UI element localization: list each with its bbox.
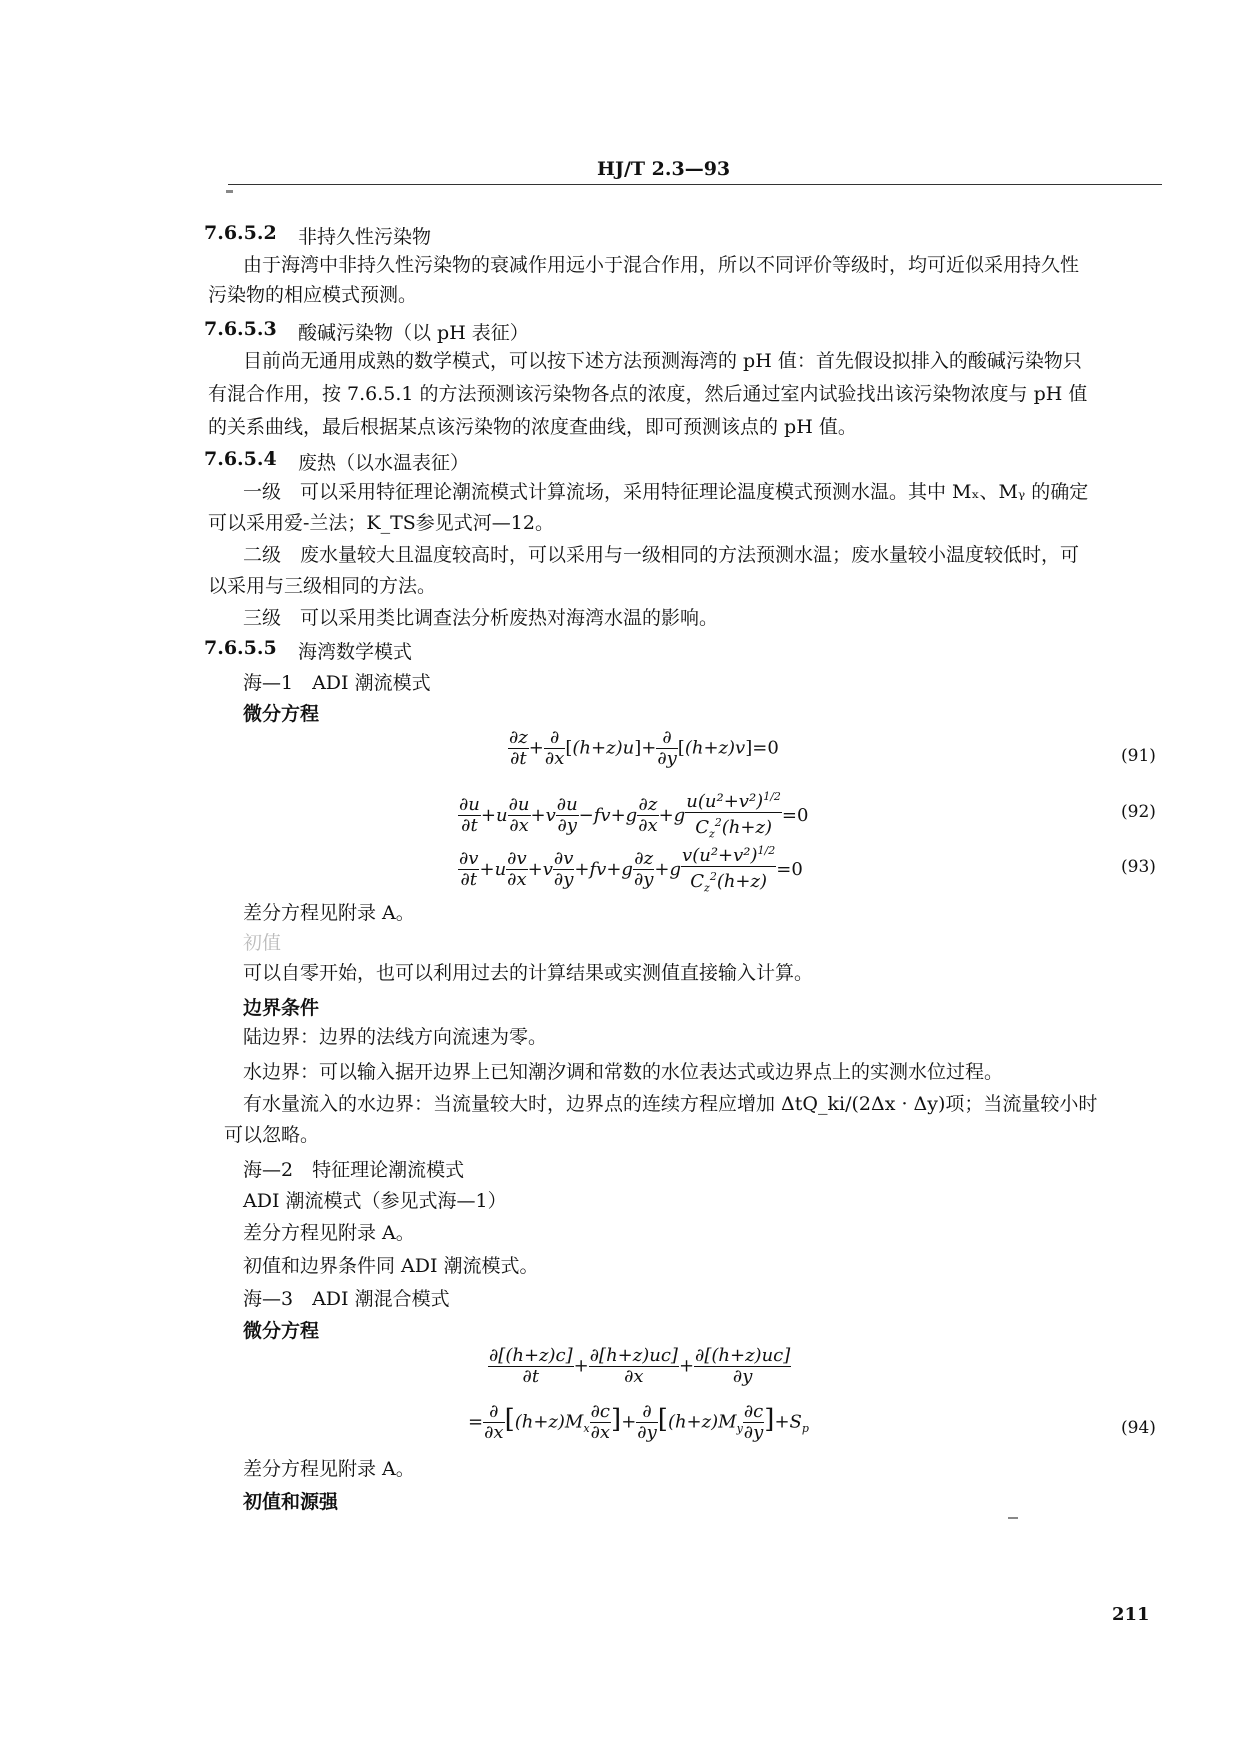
equation-93: $\frac{\partial v}{\partial t}$ +u $\frac{\partial v}{\partial x}$ +v $\frac{\partial v}{\partial y}$ +fv+g $\frac{\partial z}{\partial y}$ +g $\frac{v(u^2+v^2)^{1/2}}{C_z^2(h+z)}$ =0 [458, 841, 803, 899]
model-2-line3: 初值和边界条件同 ADI 潮流模式。 [243, 1255, 539, 1277]
paragraph-7652-line2: 污染物的相应模式预测。 [208, 284, 418, 306]
equation-94-line2: = $\frac{\partial}{\partial x}$ [$(h+z)M_x$ $\frac{\partial c}{\partial x}$ ]+ $\frac{\partial}{\partial y}$ [$(h+z)M_y$ $\frac{\partial c}{\partial y}$ ]$+S_p$ [468, 1401, 809, 1443]
section-title-7653: 酸碱污染物（以 pH 表征） [298, 322, 529, 344]
equation-number-92: (92) [1121, 802, 1156, 822]
model-1-water-boundary: 水边界：可以输入据开边界上已知潮汐调和常数的水位表达式或边界点上的实测水位过程。 [243, 1061, 1004, 1083]
model-2-line1: ADI 潮流模式（参见式海—1） [243, 1190, 507, 1212]
section-number-7652: 7.6.5.2 [204, 222, 277, 244]
section-number-7653: 7.6.5.3 [204, 318, 277, 340]
model-1-boundary-heading: 边界条件 [243, 997, 320, 1019]
paragraph-7652-line1: 由于海湾中非持久性污染物的衰减作用远小于混合作用，所以不同评价等级时，均可近似采用持久性 [243, 254, 1080, 276]
equation-94-line1: $\frac{\partial[(h+z)c]}{\partial t}$ + $\frac{\partial[h+z)uc]}{\partial x}$ + $\frac{\partial[(h+z)uc]}{\partial y}$ [489, 1345, 791, 1387]
model-3-initial-source: 初值和源强 [243, 1491, 339, 1513]
section-title-7655: 海湾数学模式 [298, 641, 413, 663]
model-3-subtitle: 微分方程 [243, 1320, 320, 1342]
section-title-7652: 非持久性污染物 [298, 226, 432, 248]
model-3-difference-note: 差分方程见附录 A。 [243, 1458, 415, 1480]
paragraph-7654-line2: 可以采用爱-兰法；K_TS参见式河—12。 [208, 512, 554, 534]
paragraph-7653-line3: 的关系曲线，最后根据某点该污染物的浓度查曲线，即可预测该点的 pH 值。 [208, 416, 857, 438]
paragraph-7654-line4: 以采用与三级相同的方法。 [208, 575, 437, 597]
equation-91: $\frac{\partial z}{\partial t}$ + $\frac{\partial}{\partial x}$ [(h+z)u]+ $\frac{\partial}{\partial y}$ [(h+z)v]=0 [509, 727, 779, 769]
paragraph-7654-line1: 一级 可以采用特征理论潮流模式计算流场，采用特征理论温度模式预测水温。其中 Mₓ、Mᵧ 的确定 [243, 481, 1089, 503]
section-number-7655: 7.6.5.5 [204, 637, 277, 659]
page-number: 211 [1112, 1604, 1150, 1625]
model-3-title: 海—3 ADI 潮混合模式 [243, 1288, 450, 1310]
section-title-7654: 废热（以水温表征） [298, 452, 470, 474]
model-2-line2: 差分方程见附录 A。 [243, 1222, 415, 1244]
model-1-difference-note: 差分方程见附录 A。 [243, 902, 415, 924]
paragraph-7653-line2: 有混合作用，按 7.6.5.1 的方法预测该污染物各点的浓度，然后通过室内试验找出该污染物浓度与 pH 值 [208, 383, 1088, 405]
equation-number-93: (93) [1121, 857, 1156, 877]
model-1-initial-heading: 初值 [243, 932, 282, 954]
scan-speck [226, 190, 233, 193]
scan-speck [1008, 1517, 1018, 1519]
model-1-inflow-boundary-line1: 有水量流入的水边界：当流量较大时，边界点的连续方程应增加 ΔtQ_ki/(2Δx · Δy)项；当流量较小时 [243, 1093, 1098, 1115]
model-2-title: 海—2 特征理论潮流模式 [243, 1159, 465, 1181]
equation-number-91: (91) [1121, 746, 1156, 766]
paragraph-7654-line5: 三级 可以采用类比调查法分析废热对海湾水温的影响。 [243, 607, 719, 629]
model-1-land-boundary: 陆边界：边界的法线方向流速为零。 [243, 1026, 548, 1048]
document-code: HJ/T 2.3—93 [597, 158, 731, 180]
paragraph-7653-line1: 目前尚无通用成熟的数学模式，可以按下述方法预测海湾的 pH 值：首先假设拟排入的酸碱污染物只 [243, 350, 1082, 372]
header-rule [228, 184, 1162, 185]
paragraph-7654-line3: 二级 废水量较大且温度较高时，可以采用与一级相同的方法预测水温；废水量较小温度较低时，可 [243, 544, 1080, 566]
equation-92: $\frac{\partial u}{\partial t}$ +u $\frac{\partial u}{\partial x}$ +v $\frac{\partial u}{\partial y}$ −fv+g $\frac{\partial z}{\partial x}$ +g $\frac{u(u^2+v^2)^{1/2}}{C_z^2(h+z)}$ =0 [458, 787, 808, 845]
section-number-7654: 7.6.5.4 [204, 448, 277, 470]
model-1-title: 海—1 ADI 潮流模式 [243, 672, 431, 694]
equation-number-94: (94) [1121, 1418, 1156, 1438]
model-1-inflow-boundary-line2: 可以忽略。 [224, 1124, 320, 1146]
model-1-initial-values: 可以自零开始，也可以利用过去的计算结果或实测值直接输入计算。 [243, 962, 814, 984]
model-1-subtitle: 微分方程 [243, 703, 320, 725]
